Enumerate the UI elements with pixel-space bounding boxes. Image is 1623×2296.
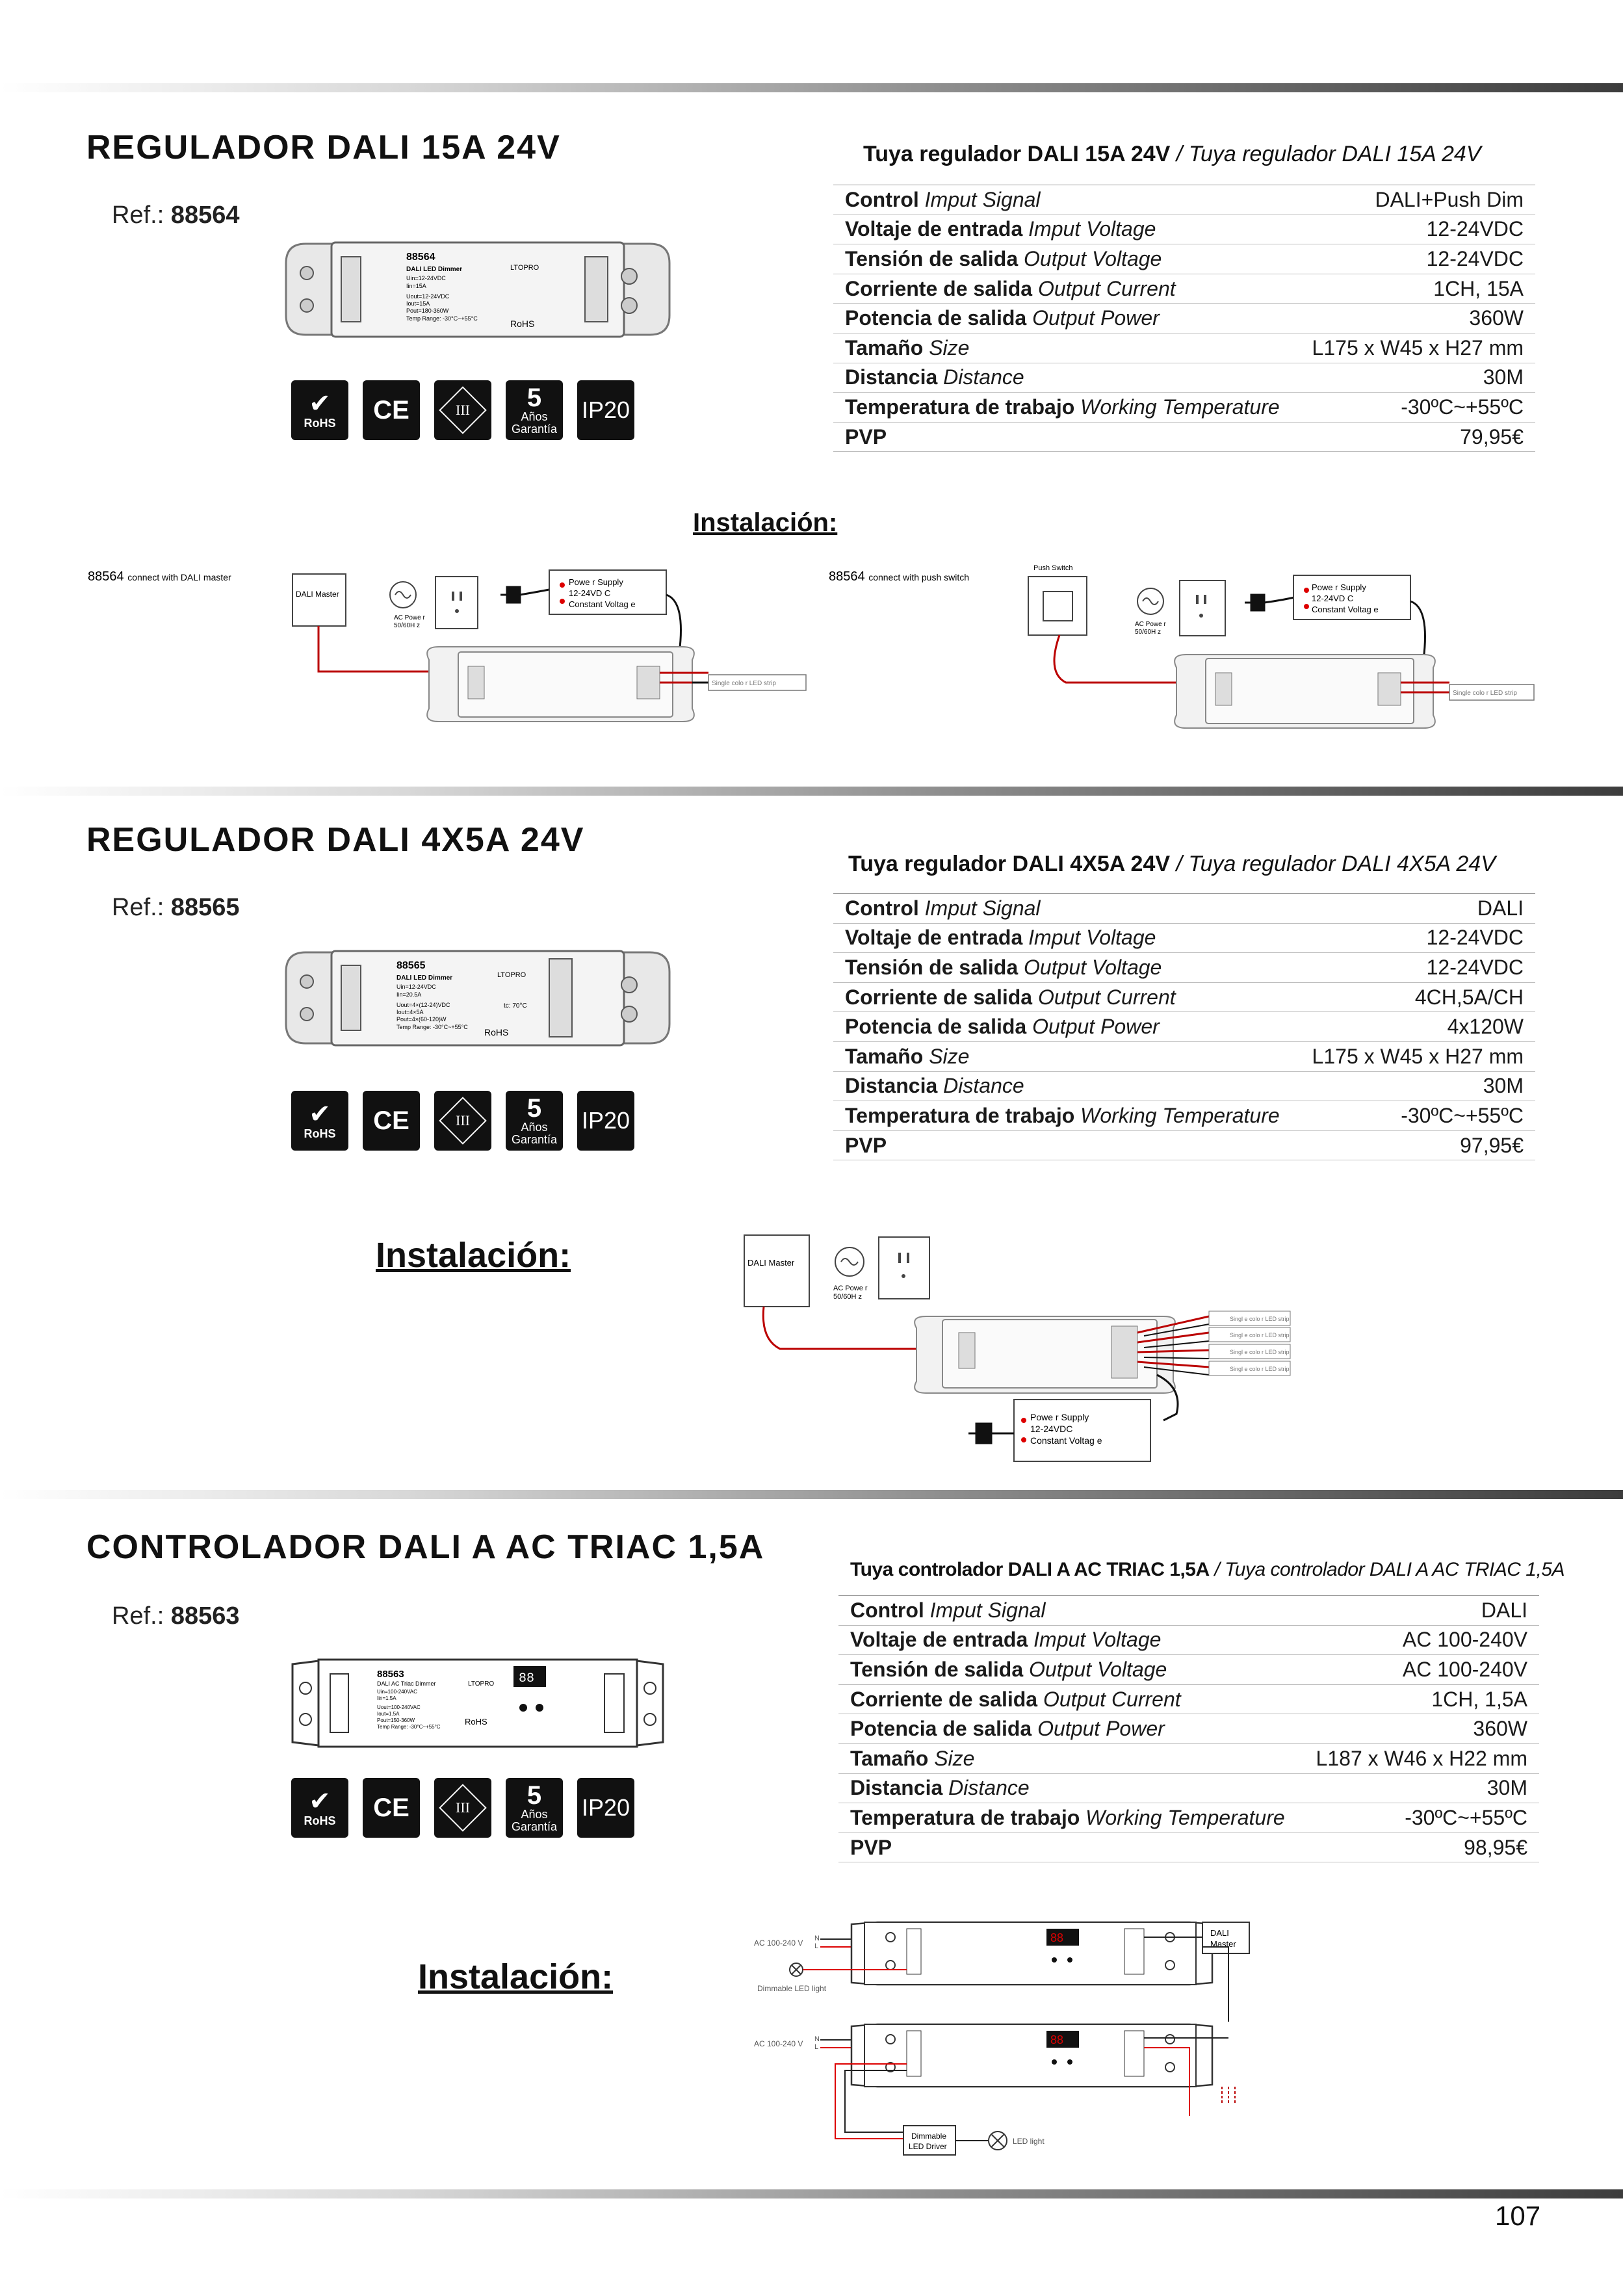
svg-text:AC 100-240 V: AC 100-240 V	[754, 1938, 803, 1948]
top-band	[0, 83, 1623, 92]
spec-row	[833, 274, 1535, 304]
spec-row	[833, 1130, 1535, 1160]
svg-text:Uout=100-240VAC: Uout=100-240VAC	[377, 1704, 421, 1710]
spec-row	[838, 1596, 1539, 1626]
svg-text:12-24VDC: 12-24VDC	[1030, 1424, 1073, 1434]
svg-text:Temp Range: -30°C~+55°C: Temp Range: -30°C~+55°C	[377, 1724, 441, 1730]
product-3-badges	[291, 1778, 634, 1838]
spec-row	[833, 1101, 1535, 1131]
svg-text:88: 88	[1050, 2033, 1064, 2046]
spec-row	[838, 1684, 1539, 1714]
svg-text:Single colo r LED strip: Single colo r LED strip	[1453, 690, 1517, 697]
spec-key: Tensión de salida Output Voltage	[833, 244, 1297, 274]
svg-text:Push Switch: Push Switch	[1033, 564, 1073, 572]
svg-text:50/60H z: 50/60H z	[394, 622, 421, 629]
svg-text:Uin=100-240VAC: Uin=100-240VAC	[377, 1689, 417, 1695]
svg-text:LTOPRO: LTOPRO	[497, 971, 526, 979]
svg-text:Singl e colo r LED strip: Singl e colo r LED strip	[1230, 1332, 1290, 1338]
product-3-ref: Ref.: 88563	[112, 1602, 240, 1630]
spec-key: Distancia Distance	[833, 1071, 1297, 1101]
spec-key: Potencia de salida Output Power	[833, 304, 1297, 333]
product-1-install-heading: Instalación:	[693, 508, 838, 537]
product-3-spec-title: Tuya controlador DALI A AC TRIAC 1,5A / Tuya controlador DALI A AC TRIAC 1,5A	[850, 1559, 1565, 1580]
spec-value: -30ºC~+55ºC	[1297, 393, 1535, 423]
warranty-badge: 5 Años Garantía	[506, 1778, 563, 1838]
spec-row	[833, 894, 1535, 924]
svg-text:12-24VD C: 12-24VD C	[1312, 594, 1354, 603]
spec-key: Control Imput Signal	[833, 894, 1297, 924]
product-3-spec-table	[838, 1595, 1539, 1862]
spec-value: AC 100-240V	[1302, 1655, 1539, 1685]
spec-value: -30ºC~+55ºC	[1297, 1101, 1535, 1131]
svg-text:DALI LED Dimmer: DALI LED Dimmer	[396, 974, 453, 982]
device-1-brand: LTOPRO	[510, 264, 539, 272]
ip20-badge: IP20	[577, 380, 634, 440]
svg-text:L: L	[814, 1942, 819, 1950]
svg-text:LTOPRO: LTOPRO	[468, 1680, 495, 1688]
ce-mark-icon: CE	[363, 1778, 420, 1838]
product-1-diagram-dali	[84, 556, 819, 731]
device-1-line: DALI LED Dimmer	[406, 266, 463, 273]
spec-row	[838, 1655, 1539, 1685]
spec-value: 12-24VDC	[1297, 244, 1535, 274]
svg-text:Iin=20.5A: Iin=20.5A	[396, 991, 422, 998]
spec-row	[833, 393, 1535, 423]
svg-text:Single colo r LED strip: Single colo r LED strip	[712, 680, 776, 687]
svg-text:Pout=4×(60-120)W: Pout=4×(60-120)W	[396, 1016, 447, 1023]
rohs-check-icon: ✔ RoHS	[291, 1778, 348, 1838]
spec-row	[833, 953, 1535, 983]
svg-text:LED light: LED light	[1013, 2137, 1045, 2146]
spec-key: Voltaje de entrada Imput Voltage	[833, 215, 1297, 244]
spec-key: PVP	[833, 422, 1297, 452]
spec-key: Corriente de salida Output Current	[833, 982, 1297, 1012]
spec-value: 12-24VDC	[1297, 953, 1535, 983]
svg-text:50/60H z: 50/60H z	[1135, 629, 1162, 636]
spec-value: L175 x W45 x H27 mm	[1297, 1041, 1535, 1071]
device-1-rohs: RoHS	[510, 319, 535, 329]
spec-row	[833, 1012, 1535, 1042]
spec-value: L187 x W46 x H22 mm	[1302, 1743, 1539, 1773]
spec-value: 30M	[1297, 1071, 1535, 1101]
product-1-spec-table	[833, 185, 1535, 452]
spec-key: Tamaño Size	[838, 1743, 1302, 1773]
svg-text:Powe r Supply: Powe r Supply	[569, 577, 623, 587]
spec-value: 30M	[1297, 363, 1535, 393]
rohs-check-icon: ✔ RoHS	[291, 380, 348, 440]
spec-key: Tamaño Size	[833, 1041, 1297, 1071]
product-1-title: REGULADOR DALI 15A 24V	[86, 129, 561, 166]
class-iii-icon: III	[434, 380, 491, 440]
device-1-line: Iout=15A	[406, 300, 430, 307]
svg-text:Iin=1.5A: Iin=1.5A	[377, 1695, 396, 1701]
spec-value: DALI	[1302, 1596, 1539, 1626]
spec-value: 360W	[1302, 1714, 1539, 1744]
spec-row	[833, 333, 1535, 363]
device-1-model: 88564	[406, 252, 435, 263]
svg-text:Uin=12-24VDC: Uin=12-24VDC	[396, 984, 436, 990]
svg-text:Uout=4×(12-24)VDC: Uout=4×(12-24)VDC	[396, 1002, 450, 1008]
svg-text:88564 connect with push switch: 88564 connect with push switch	[829, 569, 970, 584]
svg-text:tc: 70°C: tc: 70°C	[504, 1002, 527, 1010]
spec-row	[833, 1071, 1535, 1101]
svg-text:DALI Master: DALI Master	[296, 590, 339, 599]
svg-text:L: L	[814, 2043, 819, 2051]
spec-row	[838, 1803, 1539, 1833]
spec-key: Corriente de salida Output Current	[833, 274, 1297, 304]
spec-row	[833, 185, 1535, 215]
spec-value: 4x120W	[1297, 1012, 1535, 1042]
svg-text:88: 88	[519, 1671, 535, 1686]
product-3-device-image	[273, 1648, 682, 1758]
spec-value: DALI+Push Dim	[1297, 185, 1535, 215]
svg-text:Constant Voltag e: Constant Voltag e	[569, 599, 636, 609]
product-1-spec-title: Tuya regulador DALI 15A 24V / Tuya regulador DALI 15A 24V	[863, 142, 1481, 166]
svg-text:Dimmable LED light: Dimmable LED light	[757, 1984, 827, 1993]
svg-text:RoHS: RoHS	[484, 1027, 509, 1037]
svg-text:88: 88	[1050, 1931, 1064, 1944]
spec-value: DALI	[1297, 894, 1535, 924]
spec-row	[833, 1041, 1535, 1071]
device-1-line: Iin=15A	[406, 283, 426, 289]
product-3-install-heading: Instalación:	[418, 1957, 614, 1996]
svg-text:N: N	[814, 1935, 820, 1942]
svg-text:LED Driver: LED Driver	[909, 2142, 947, 2151]
spec-value: AC 100-240V	[1302, 1625, 1539, 1655]
svg-text:12-24VD C: 12-24VD C	[569, 588, 611, 598]
svg-text:Iout=1.5A: Iout=1.5A	[377, 1711, 400, 1717]
spec-value: 12-24VDC	[1297, 923, 1535, 953]
spec-value: 12-24VDC	[1297, 215, 1535, 244]
svg-text:88565: 88565	[396, 960, 426, 971]
class-iii-icon: III	[434, 1778, 491, 1838]
spec-row	[838, 1714, 1539, 1744]
ce-mark-icon: CE	[363, 380, 420, 440]
ip20-badge: IP20	[577, 1778, 634, 1838]
svg-text:Singl e colo r LED strip: Singl e colo r LED strip	[1230, 1316, 1290, 1322]
svg-text:Constant Voltag e: Constant Voltag e	[1312, 605, 1379, 614]
svg-text:88563: 88563	[377, 1669, 404, 1680]
spec-value: 98,95€	[1302, 1833, 1539, 1862]
spec-key: PVP	[833, 1130, 1297, 1160]
section-band-2	[0, 787, 1623, 796]
spec-row	[833, 215, 1535, 244]
svg-text:Powe r Supply: Powe r Supply	[1312, 582, 1366, 592]
spec-value: 1CH, 15A	[1297, 274, 1535, 304]
spec-value: 79,95€	[1297, 422, 1535, 452]
spec-row	[838, 1625, 1539, 1655]
spec-row	[838, 1773, 1539, 1803]
svg-text:AC Powe r: AC Powe r	[394, 614, 425, 621]
spec-value: 360W	[1297, 304, 1535, 333]
spec-key: Distancia Distance	[838, 1773, 1302, 1803]
warranty-badge: 5 Años Garantía	[506, 380, 563, 440]
spec-value: 4CH,5A/CH	[1297, 982, 1535, 1012]
spec-key: Corriente de salida Output Current	[838, 1684, 1302, 1714]
svg-text:DALI AC Triac Dimmer: DALI AC Triac Dimmer	[377, 1680, 436, 1687]
spec-key: Tensión de salida Output Voltage	[833, 953, 1297, 983]
svg-text:AC Powe r: AC Powe r	[833, 1285, 868, 1292]
product-2-diagram	[734, 1225, 1319, 1466]
spec-row	[833, 304, 1535, 333]
page-number: 107	[1495, 2200, 1541, 2231]
product-3-diagram	[747, 1908, 1267, 2168]
svg-text:Temp Range: -30°C~+55°C: Temp Range: -30°C~+55°C	[396, 1024, 468, 1030]
svg-text:Dimmable: Dimmable	[911, 2132, 947, 2141]
svg-text:50/60H z: 50/60H z	[833, 1293, 863, 1301]
spec-key: Voltaje de entrada Imput Voltage	[838, 1625, 1302, 1655]
spec-value: 97,95€	[1297, 1130, 1535, 1160]
spec-key: Voltaje de entrada Imput Voltage	[833, 923, 1297, 953]
spec-value: 30M	[1302, 1773, 1539, 1803]
rohs-check-icon: ✔ RoHS	[291, 1091, 348, 1151]
svg-text:Powe r Supply: Powe r Supply	[1030, 1412, 1089, 1422]
product-1-badges	[291, 380, 634, 440]
spec-row	[833, 982, 1535, 1012]
spec-key: Tensión de salida Output Voltage	[838, 1655, 1302, 1685]
class-iii-icon: III	[434, 1091, 491, 1151]
svg-text:Pout=150-360W: Pout=150-360W	[377, 1717, 415, 1723]
svg-text:AC Powe r: AC Powe r	[1135, 621, 1166, 628]
device-1-line: Pout=180-360W	[406, 307, 449, 314]
svg-text:Iout=4×5A: Iout=4×5A	[396, 1009, 424, 1015]
svg-text:Singl e colo r LED strip: Singl e colo r LED strip	[1230, 1366, 1290, 1372]
product-1-ref: Ref.: 88564	[112, 202, 240, 229]
product-2-device-image	[279, 939, 676, 1056]
section-band-3	[0, 1490, 1623, 1499]
product-2-title: REGULADOR DALI 4X5A 24V	[86, 821, 585, 859]
ce-mark-icon: CE	[363, 1091, 420, 1151]
device-1-line: Uin=12-24VDC	[406, 275, 446, 281]
spec-key: Potencia de salida Output Power	[838, 1714, 1302, 1744]
spec-row	[833, 244, 1535, 274]
spec-key: PVP	[838, 1833, 1302, 1862]
warranty-badge: 5 Años Garantía	[506, 1091, 563, 1151]
spec-value: 1CH, 1,5A	[1302, 1684, 1539, 1714]
svg-text:N: N	[814, 2035, 820, 2043]
led-strip-labels	[1209, 1311, 1290, 1376]
spec-key: Tamaño Size	[833, 333, 1297, 363]
product-2-spec-title: Tuya regulador DALI 4X5A 24V / Tuya regulador DALI 4X5A 24V	[848, 852, 1496, 876]
spec-value: L175 x W45 x H27 mm	[1297, 333, 1535, 363]
spec-key: Distancia Distance	[833, 363, 1297, 393]
svg-text:88564 connect with DALI master: 88564 connect with DALI master	[88, 569, 231, 584]
spec-row	[838, 1833, 1539, 1862]
svg-text:DALI Master: DALI Master	[747, 1258, 795, 1268]
spec-row	[838, 1743, 1539, 1773]
product-2-install-heading: Instalación:	[376, 1236, 571, 1275]
svg-text:DALI: DALI	[1210, 1928, 1229, 1938]
product-3-title: CONTROLADOR DALI A AC TRIAC 1,5A	[86, 1528, 765, 1566]
svg-text:Singl e colo r LED strip: Singl e colo r LED strip	[1230, 1349, 1290, 1355]
product-2-badges	[291, 1091, 634, 1151]
spec-key: Control Imput Signal	[833, 185, 1297, 215]
ip20-badge: IP20	[577, 1091, 634, 1151]
spec-row	[833, 363, 1535, 393]
device-1-line: Uout=12-24VDC	[406, 293, 450, 300]
svg-text:Constant Voltag e: Constant Voltag e	[1030, 1435, 1102, 1446]
svg-text:AC 100-240 V: AC 100-240 V	[754, 2039, 803, 2048]
svg-text:Master: Master	[1210, 1939, 1236, 1949]
spec-value: -30ºC~+55ºC	[1302, 1803, 1539, 1833]
bottom-band	[0, 2189, 1623, 2198]
product-2-ref: Ref.: 88565	[112, 894, 240, 921]
spec-key: Temperatura de trabajo Working Temperature	[833, 1101, 1297, 1131]
svg-text:RoHS: RoHS	[465, 1717, 487, 1727]
product-1-device-image	[279, 231, 676, 348]
spec-row	[833, 422, 1535, 452]
spec-key: Control Imput Signal	[838, 1596, 1302, 1626]
product-2-spec-table	[833, 893, 1535, 1160]
spec-key: Temperatura de trabajo Working Temperature	[833, 393, 1297, 423]
spec-key: Potencia de salida Output Power	[833, 1012, 1297, 1042]
spec-key: Temperatura de trabajo Working Temperature	[838, 1803, 1302, 1833]
device-1-line: Temp Range: -30°C~+55°C	[406, 315, 478, 322]
spec-row	[833, 923, 1535, 953]
product-1-diagram-push	[825, 556, 1540, 731]
